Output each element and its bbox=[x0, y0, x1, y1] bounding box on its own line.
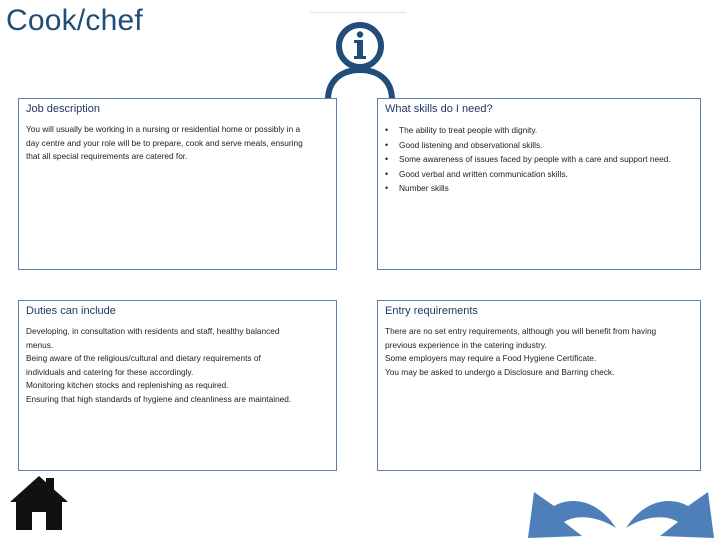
job-description-panel bbox=[18, 98, 337, 270]
back-button[interactable] bbox=[524, 488, 620, 538]
skills-list bbox=[385, 123, 693, 196]
job-description-line: You will usually be working in a nursing or residential home or possibly in a bbox=[26, 124, 301, 134]
home-icon bbox=[8, 474, 70, 532]
entry-line: You may be asked to undergo a Disclosure and Barring check. bbox=[385, 366, 615, 377]
skill-item: • Number skills bbox=[385, 181, 693, 196]
entry-requirements-heading: Entry requirements bbox=[385, 305, 478, 317]
home-button[interactable] bbox=[8, 474, 70, 532]
duties-panel bbox=[18, 300, 337, 471]
duties-line: Being aware of the religious/cultural and dietary requirements of bbox=[26, 353, 261, 363]
skills-panel bbox=[377, 98, 701, 270]
entry-requirements-panel bbox=[377, 300, 701, 471]
skill-item: • The ability to treat people with dignity. bbox=[385, 123, 693, 138]
job-description-line: day centre and your role will be to prepare, cook and serve meals, ensuring bbox=[26, 137, 303, 148]
entry-line: Some employers may require a Food Hygiene Certificate. bbox=[385, 353, 597, 363]
skill-item: • Good listening and observational skills. bbox=[385, 138, 693, 153]
duties-line: Ensuring that high standards of hygiene and cleanliness are maintained. bbox=[26, 393, 292, 404]
job-description-line: that all special requirements are catered for. bbox=[26, 151, 188, 161]
forward-arrow-icon bbox=[622, 488, 718, 538]
duties-line: individuals and catering for these accordingly. bbox=[26, 366, 194, 377]
entry-line: previous experience in the catering industry. bbox=[385, 339, 547, 350]
top-divider bbox=[310, 12, 406, 13]
duties-line: Developing, in consultation with residents and staff, healthy balanced bbox=[26, 326, 280, 336]
duties-heading: Duties can include bbox=[26, 305, 116, 317]
job-description-heading: Job description bbox=[26, 103, 100, 115]
skill-item: • Good verbal and written communication skills. bbox=[385, 167, 693, 182]
skill-item: • Some awareness of issues faced by people with a care and support need. bbox=[385, 152, 693, 167]
duties-line: menus. bbox=[26, 339, 54, 350]
duties-line: Monitoring kitchen stocks and replenishing as required. bbox=[26, 380, 229, 390]
info-person-icon bbox=[322, 20, 398, 102]
back-arrow-icon bbox=[524, 488, 620, 538]
skills-heading: What skills do I need? bbox=[385, 103, 493, 115]
page-title: Cook/chef bbox=[6, 4, 143, 37]
forward-button[interactable] bbox=[622, 488, 718, 538]
entry-line: There are no set entry requirements, although you will benefit from having bbox=[385, 326, 657, 336]
